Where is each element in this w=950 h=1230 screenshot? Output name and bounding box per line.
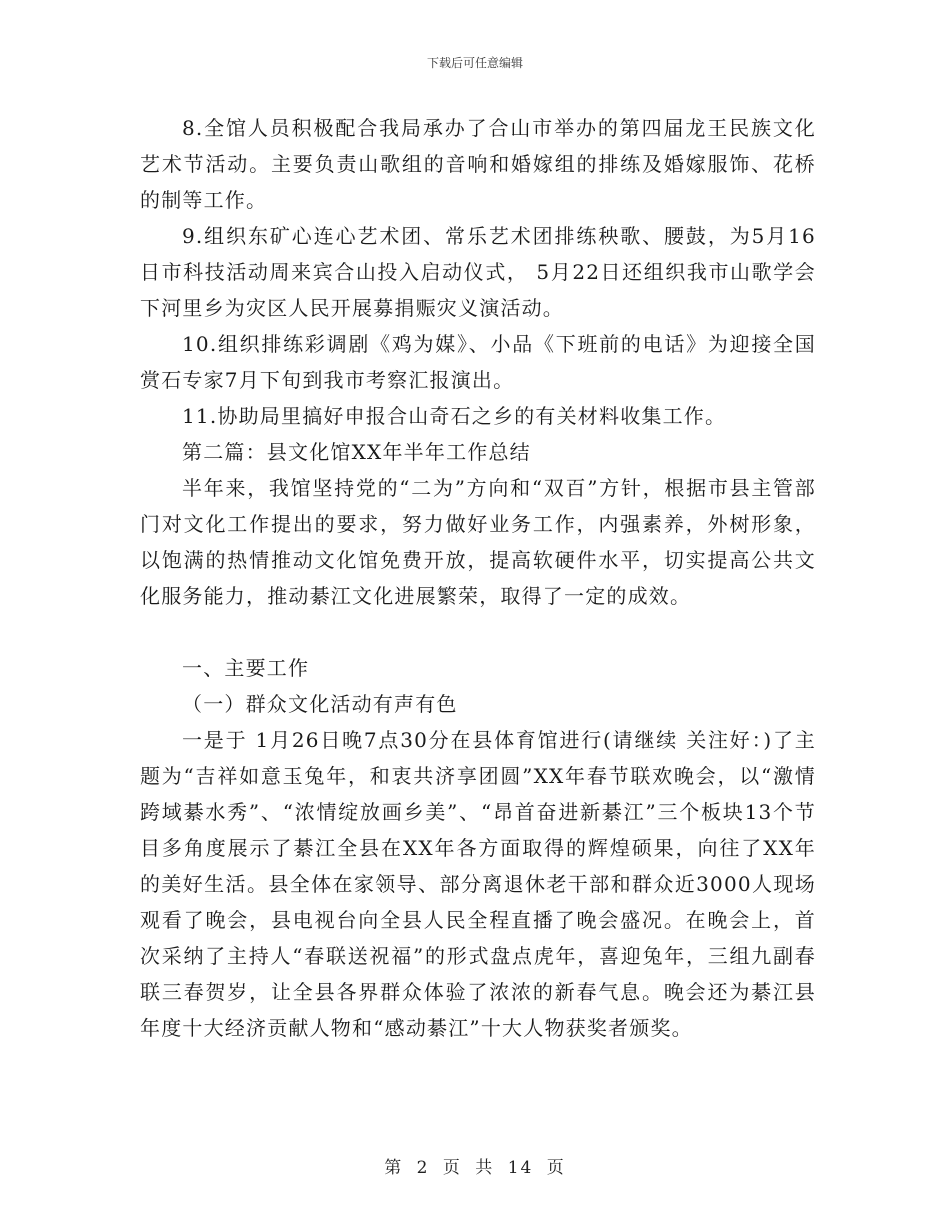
section-title: 第二篇：县文化馆XX年半年工作总结 xyxy=(182,440,531,464)
page-number-footer xyxy=(0,1153,950,1178)
footer-label-page: 第 xyxy=(384,1158,404,1178)
gala-paragraph: 一是于 1月26日晚7点30分在县体育馆进行(请继续 关注好：)了主题为“吉祥如意玉兔年，和衷共济享团圆”XX年春节联欢晚会，以“激情跨域綦水秀”、“浓情绽放画乡美”、“昂首奋进新綦江”三个板块13个节目多角度展示了綦江全县在XX年各方面取得的辉煌硕果，向往了XX年的美好生活。县全体在家领导、部分离退休老干部和群众近3000人现场观看了晚会，县电视台向全县人民全程直播了晚会盛况。在晚会上，首次采纳了主持人“春联送祝福”的形式盘点虎年，喜迎兔年，三组九副春联三春贺岁，让全县各界群众体验了浓浓的新春气息。晚会还为綦江县年度十大经济贡献人物和“感动綦江”十大人物获奖者颁奖。 xyxy=(140,728,816,1040)
footer-label-ye-end: 页 xyxy=(546,1158,566,1178)
footer-label-total: 共 xyxy=(475,1158,495,1178)
paragraph-item-10: 10.组织排练彩调剧《鸡为媒》、小品《下班前的电话》为迎接全国赏石专家7月下旬到我市考察汇报演出。 xyxy=(140,332,816,392)
heading-main-work: 一、主要工作 xyxy=(182,656,310,680)
footer-total-pages: 14 xyxy=(507,1158,534,1178)
document-body xyxy=(140,110,816,1046)
subheading-mass-culture: （一）群众文化活动有声有色 xyxy=(182,692,458,716)
paragraph-item-11: 11.协助局里搞好申报合山奇石之乡的有关材料收集工作。 xyxy=(182,404,727,428)
paragraph-item-9: 9.组织东矿心连心艺术团、常乐艺术团排练秧歌、腰鼓，为5月16日市科技活动周来宾合山投入启动仪式， 5月22日还组织我市山歌学会下河里乡为灾区人民开展募捐赈灾义演活动。 xyxy=(140,224,816,320)
header-note: 下载后可任意编辑 xyxy=(426,56,523,70)
blank-line xyxy=(140,614,816,650)
footer-current-page: 2 xyxy=(416,1158,430,1178)
footer-label-ye: 页 xyxy=(442,1158,462,1178)
summary-paragraph: 半年来，我馆坚持党的“二为”方向和“双百”方针，根据市县主管部门对文化工作提出的要求，努力做好业务工作，内强素养，外树形象，以饱满的热情推动文化馆免费开放，提高软硬件水平，切实提高公共文化服务能力，推动綦江文化进展繁荣，取得了一定的成效。 xyxy=(140,476,816,608)
paragraph-item-8: 8.全馆人员积极配合我局承办了合山市举办的第四届龙王民族文化艺术节活动。主要负责山歌组的音响和婚嫁组的排练及婚嫁服饰、花桥的制等工作。 xyxy=(140,116,816,212)
